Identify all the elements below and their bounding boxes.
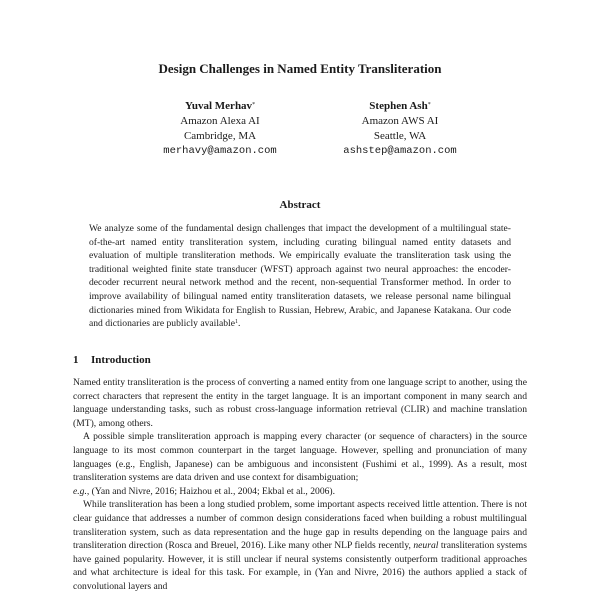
author-location: Cambridge, MA [183, 130, 257, 142]
paragraph-2-citations: , (Yan and Nivre, 2016; Haizhou et al., 2004; Ekbal et al., 2006). [86, 485, 336, 497]
author-name [120, 99, 320, 114]
abstract-end: . [237, 318, 241, 330]
paragraph-3-text-cont: transliteration systems have gained popularity. However, it is still unclear if neural systems consistently outperform traditional approaches and what architecture is ideal for this task. For example, in (Yan and Nivre, 2016) the authors applied a stack of convolutional layers and [73, 540, 527, 592]
author-block-2 [300, 99, 500, 159]
section-number: 1 [73, 354, 79, 366]
paragraph-3 [73, 498, 527, 593]
author-name [300, 99, 500, 114]
author-name-text: Yuval Merhav [184, 100, 253, 112]
author-block-1 [120, 99, 320, 159]
section-heading [73, 354, 151, 366]
abstract-body: We analyze some of the fundamental design challenges that impact the development of a multilingual state-of-the-art named entity transliteration system, including curating bilingual named entity datasets and evaluation of multiple transliteration methods. We empirically evaluate the transliteration task using the traditional weighted finite state transducer (WFST) approach against two neural approaches: the encoder-decoder recurrent neural network method and the recent, non-sequential Transformer method. In order to improve availability of bilingual named entity transliteration datasets, we release personal name bilingual dictionaries mined from Wikidata for English to Russian, Hebrew, Arabic, and Japanese Katakana. Our code and dictionaries are publicly available [89, 223, 511, 330]
author-affiliation: Amazon Alexa AI [180, 115, 260, 127]
paragraph-1: Named entity transliteration is the process of converting a named entity from one language script to another, using the correct characters that represent the entity in the target language. It is an important component in many search and language understanding tasks, such as robust cross-language information retrieval (CLIR) and machine translation (MT), among others. [73, 377, 527, 429]
section-title: Introduction [91, 354, 151, 366]
introduction-body [73, 376, 527, 594]
paragraph-2 [73, 430, 527, 498]
author-location: Seattle, WA [373, 130, 427, 142]
author-name-text: Stephen Ash [369, 100, 428, 112]
paragraph-2-eg: e.g. [73, 485, 87, 497]
author-mark: * [252, 102, 256, 108]
paragraph-3-emphasis: neural [413, 540, 439, 552]
author-mark: * [427, 102, 431, 108]
author-affiliation: Amazon AWS AI [361, 115, 439, 127]
abstract-heading: Abstract [279, 199, 321, 211]
paper-title: Design Challenges in Named Entity Transliteration [158, 61, 442, 76]
author-email[interactable]: ashstep@amazon.com [343, 145, 457, 157]
paragraph-2-text: A possible simple transliteration approach is mapping every character (or sequence of characters) in the source language to its most common counterpart in the target language. However, spelling and pronunciation of many languages (e.g., English, Japanese) can be ambiguous and inconsistent (Fushimi et al., 1999). As a result, most transliteration systems are data driven and use context for disambiguation; [73, 431, 527, 484]
paragraph-3-text: While transliteration has been a long studied problem, some important aspects received little attention. There is not clear guidance that addresses a number of common design considerations faced when building a robust multilingual transliteration system, such as data representation and the huge gap in results depending on the language pairs and transliteration direction (Rosca and Breuel, 2016). Like many other NLP fields recently, [73, 499, 527, 552]
footnote-mark[interactable]: 1 [234, 319, 238, 326]
author-email[interactable]: merhavy@amazon.com [163, 145, 277, 157]
abstract-text [89, 222, 511, 331]
